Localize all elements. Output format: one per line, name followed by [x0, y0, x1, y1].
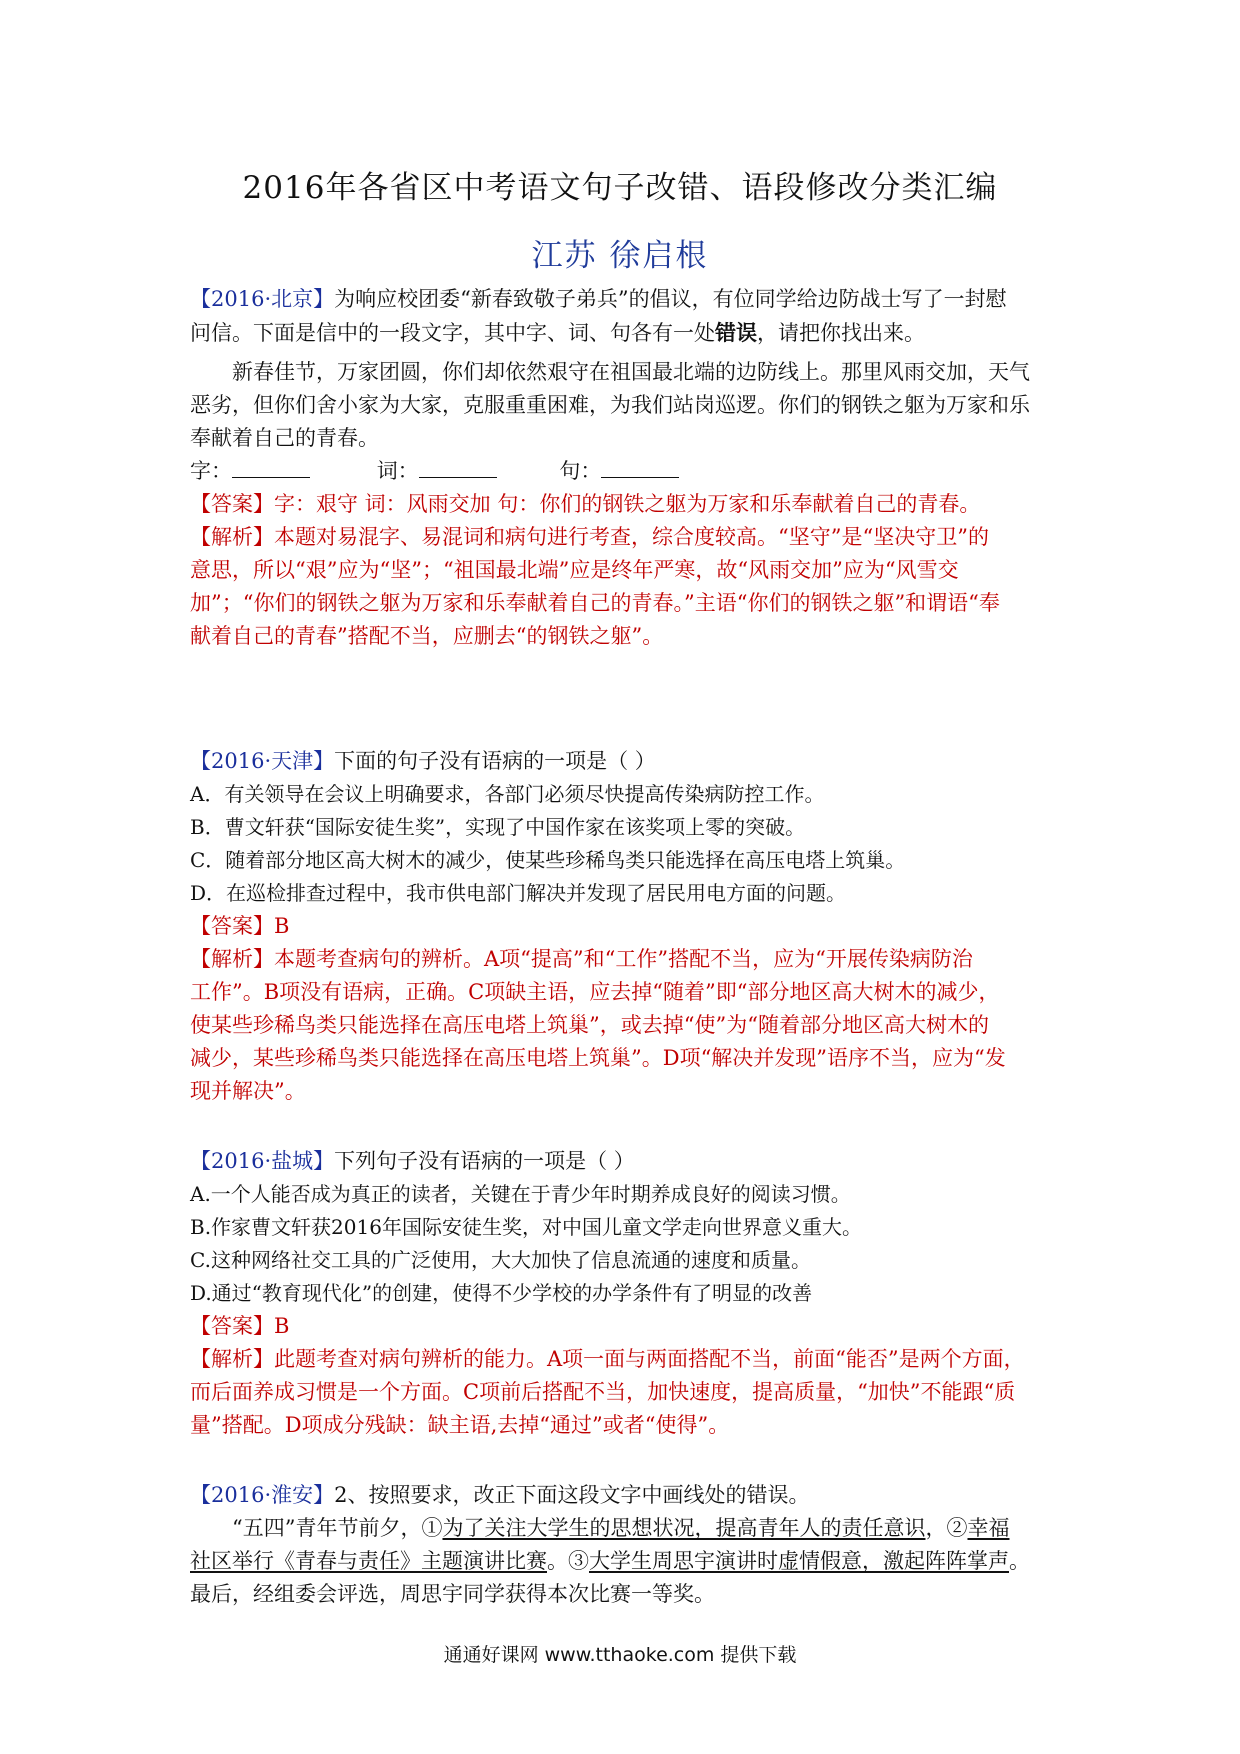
answer-text: 【答案】字：艰守 词：风雨交加 句：你们的钢铁之躯为万家和乐奉献着自己的青春。	[190, 492, 981, 516]
blank-zi[interactable]	[232, 457, 310, 478]
analysis-line: 减少，某些珍稀鸟类只能选择在高压电塔上筑巢”。D项“解决并发现”语序不当，应为“发	[190, 1046, 1006, 1070]
analysis-line: 【解析】本题对易混字、易混词和病句进行考查，综合度较高。“坚守”是“坚决守卫”的	[190, 525, 989, 549]
author-line: 江苏 徐启根	[531, 238, 709, 274]
analysis-line: 【解析】本题考查病句的辨析。A项“提高”和“工作”搭配不当，应为“开展传染病防治	[190, 947, 973, 971]
analysis-line: 而后面养成习惯是一个方面。C项前后搭配不当，加快速度，提高质量，“加快”不能跟“质	[190, 1380, 1016, 1404]
blank-ci[interactable]	[419, 457, 497, 478]
analysis-line: 量”搭配。D项成分残缺：缺主语,去掉“通过”或者“使得”。	[190, 1413, 730, 1437]
passage-line	[190, 1545, 1060, 1578]
prompt-text: 下面的句子没有语病的一项是（ ）	[334, 749, 656, 773]
fill-label-ci: 词：	[376, 459, 419, 483]
option-d: D.通过“教育现代化”的创建，使得不少学校的办学条件有了明显的改善	[190, 1281, 813, 1305]
passage-line: 新春佳节，万家团圆，你们却依然艰守在祖国最北端的边防线上。那里风雨交加，天气	[232, 360, 1030, 384]
prompt-text: 下列句子没有语病的一项是（ ）	[334, 1149, 635, 1173]
analysis-line: 加”；“你们的钢铁之躯为万家和乐奉献着自己的青春。”主语“你们的钢铁之躯”和谓语“奉	[190, 591, 1000, 615]
analysis-line: 【解析】此题考查对病句辨析的能力。A项一面与两面搭配不当，前面“能否”是两个方面，	[190, 1347, 1025, 1371]
analysis-line: 意思，所以“艰”应为“坚”；“祖国最北端”应是终年严寒，故“风雨交加”应为“风雪交	[190, 558, 959, 582]
passage-text: 。	[1009, 1549, 1030, 1573]
question-huaian	[190, 1479, 1060, 1611]
passage-text: 。③	[547, 1549, 589, 1573]
fill-blank-row	[190, 455, 1060, 488]
emphasis-text: 错误	[715, 320, 757, 345]
analysis-line: 献着自己的青春”搭配不当，应删去“的钢铁之躯”。	[190, 624, 664, 648]
underlined-error-2-cont: 社区举行《青春与责任》主题演讲比赛	[190, 1549, 547, 1573]
question-tianjin	[190, 745, 1060, 1108]
passage-line	[190, 1512, 1060, 1545]
underlined-error-2: 幸福	[967, 1516, 1010, 1540]
fill-label-ju: 句：	[559, 459, 602, 483]
passage-text: “五四”青年节前夕，①	[232, 1516, 443, 1540]
option-d: D．在巡检排查过程中，我市供电部门解决并发现了居民用电方面的问题。	[190, 881, 847, 905]
prompt-line	[190, 316, 1060, 350]
underlined-error-1: 为了关注大学生的思想状况，提高青年人的责任意识	[442, 1516, 926, 1540]
option-b: B．曹文轩获“国际安徒生奖”，实现了中国作家在该奖项上零的突破。	[190, 815, 806, 839]
passage-line: 恶劣，但你们舍小家为大家，克服重重困难，为我们站岗巡逻。你们的钢铁之躯为万家和乐	[190, 393, 1030, 417]
option-b: B.作家曹文轩获2016年国际安徒生奖，对中国儿童文学走向世界意义重大。	[190, 1215, 862, 1239]
source-tag: 【2016·天津】	[190, 749, 335, 773]
document-title: 2016年各省区中考语文句子改错、语段修改分类汇编	[242, 170, 998, 206]
prompt-text: 为响应校团委“新春致敬子弟兵”的倡议，有位同学给边防战士写了一封慰	[334, 287, 1007, 311]
page-footer: 通通好课网 www.tthaoke.com 提供下载	[443, 1644, 797, 1666]
prompt-text: ，请把你找出来。	[757, 321, 925, 345]
underlined-error-3: 大学生周思宇演讲时虚情假意，激起阵阵掌声	[589, 1549, 1009, 1573]
option-a: A.一个人能否成为真正的读者，关键在于青少年时期养成良好的阅读习惯。	[190, 1182, 851, 1206]
option-c: C.这种网络社交工具的广泛使用，大大加快了信息流通的速度和质量。	[190, 1248, 811, 1272]
prompt-line	[190, 745, 1060, 778]
prompt-text: 问信。下面是信中的一段文字，其中字、词、句各有一处	[190, 321, 715, 345]
analysis-line: 工作”。B项没有语病，正确。C项缺主语，应去掉“随着”即“部分地区高大树木的减少，	[190, 980, 1000, 1004]
question-beijing	[190, 283, 1060, 653]
answer-text: 【答案】B	[190, 1314, 290, 1338]
passage-text: ，②	[925, 1516, 968, 1540]
analysis-line: 使某些珍稀鸟类只能选择在高压电塔上筑巢”，或去掉“使”为“随着部分地区高大树木的	[190, 1013, 989, 1037]
question-yancheng	[190, 1145, 1060, 1442]
prompt-line	[190, 283, 1060, 316]
source-tag: 【2016·淮安】	[190, 1483, 335, 1507]
source-tag: 【2016·北京】	[190, 287, 335, 311]
option-c: C．随着部分地区高大树木的减少，使某些珍稀鸟类只能选择在高压电塔上筑巢。	[190, 848, 906, 872]
passage-line: 奉献着自己的青春。	[190, 426, 379, 450]
prompt-line	[190, 1479, 1060, 1512]
analysis-line: 现并解决”。	[190, 1079, 306, 1103]
prompt-line	[190, 1145, 1060, 1178]
option-a: A．有关领导在会议上明确要求，各部门必须尽快提高传染病防控工作。	[190, 782, 825, 806]
answer-text: 【答案】B	[190, 914, 290, 938]
blank-ju[interactable]	[601, 457, 679, 478]
prompt-text: 2、按照要求，改正下面这段文字中画线处的错误。	[334, 1483, 810, 1507]
passage-line: 最后，经组委会评选，周思宇同学获得本次比赛一等奖。	[190, 1582, 715, 1606]
fill-label-zi: 字：	[190, 459, 232, 483]
source-tag: 【2016·盐城】	[190, 1149, 335, 1173]
